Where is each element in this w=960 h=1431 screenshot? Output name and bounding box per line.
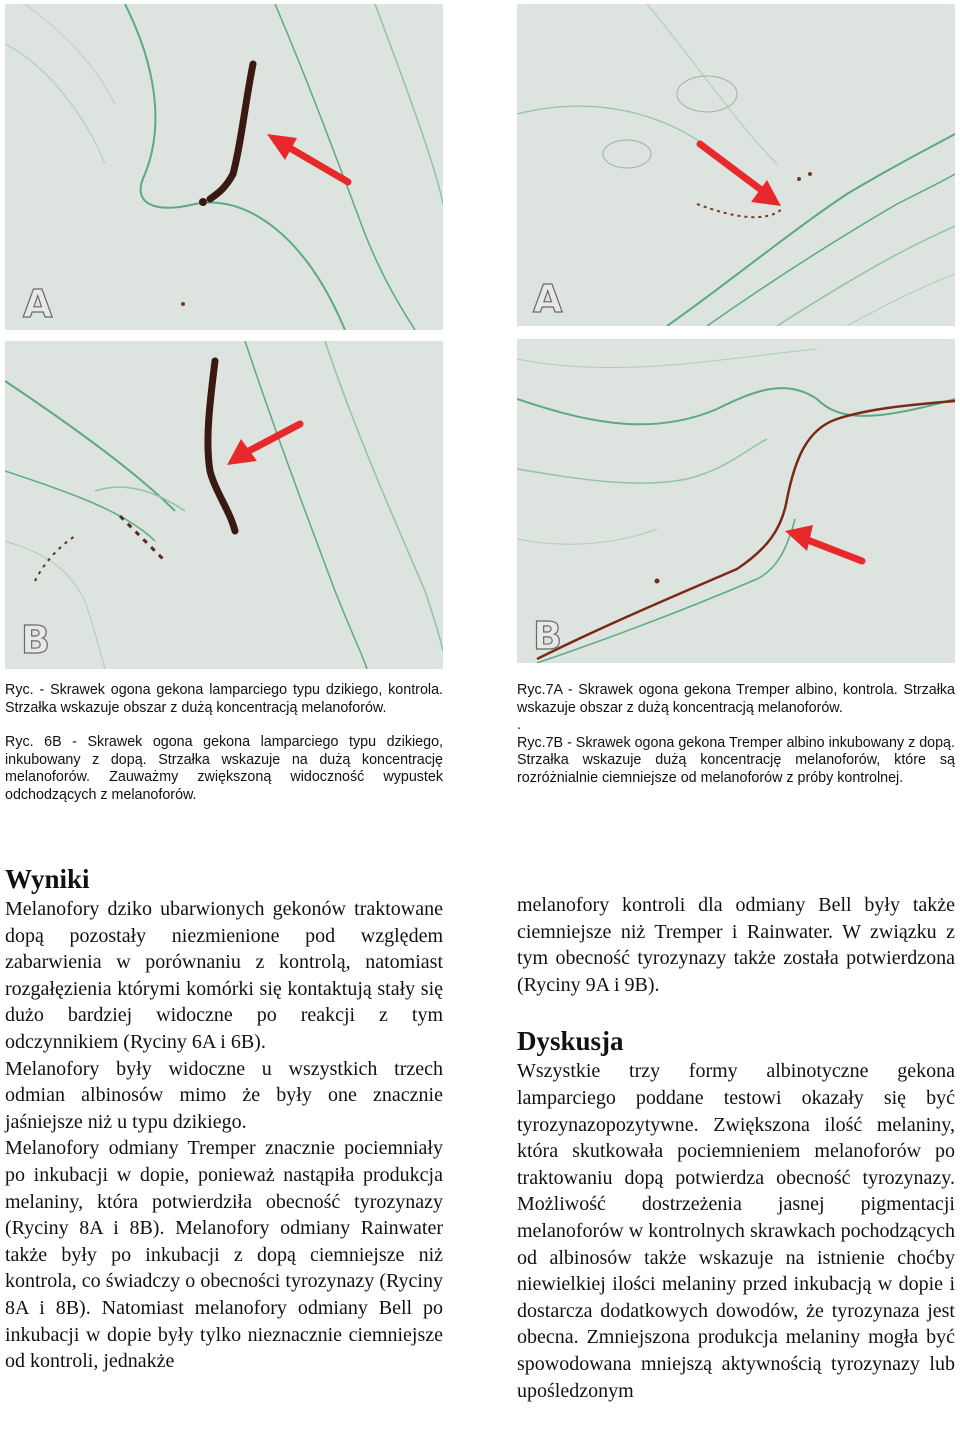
caption-7a: Ryc.7A - Skrawek ogona gekona Tremper albino, kontrola. Strzałka wskazuje obszar z dużą koncentracją melanoforów. (517, 682, 955, 716)
figure-7b-letter: B (533, 614, 562, 658)
right-text-column (517, 892, 955, 1404)
figure-6b-image (5, 341, 443, 669)
figure-7b-image (517, 339, 955, 663)
results-paragraph-1: Melanofory dziko ubarwionych gekonów traktowane dopą pozostały niezmienione pod względem zabarwienia w porównaniu z kontrolą, natomiast rozgałęzienia którymi komórki się kontaktują stały się dużo bardziej widoczne po reakcji z tym odczynnikiem (Ryciny 6A i 6B). (5, 898, 443, 1053)
figure-6a-letter: A (23, 282, 53, 326)
caption-6b: Ryc. 6B - Skrawek ogona gekona lamparciego typu dzikiego, inkubowany z dopą. Strzałka wskazuje na dużą koncentrację melanoforów. Zauważmy zwiększoną widoczność wypustek odchodzących z melanoforów. (5, 734, 443, 803)
figure-6a-image (5, 4, 443, 330)
results-paragraph-2: Melanofory były widoczne u wszystkich trzech odmian albinosów mimo że były one znacznie jaśniejsze niż u typu dzikiego. (5, 1057, 443, 1133)
results-paragraph-3: Melanofory odmiany Tremper znacznie pociemniały po inkubacji w dopie, ponieważ nastąpiła produkcja melaniny, która potwierdziła obecność tyrozynazy (Ryciny 8A i 8B). Melanofory odmiany Rainwater także były po inkubacji z dopą ciemniejsze niż kontrola, co świadczy o obecności tyrozynazy (Ryciny 8A i 8B). Natomiast melanofory odmiany Bell po inkubacji w dopie były tylko nieznacznie ciemniejsze od kontroli, jednakże (5, 1137, 443, 1373)
figure-7a-image (517, 4, 955, 326)
discussion-heading: Dyskusja (517, 1026, 624, 1057)
caption-6a: Ryc. - Skrawek ogona gekona lamparciego typu dzikiego, kontrola. Strzałka wskazuje obszar z dużą koncentracją melanoforów. (5, 682, 443, 716)
results-section (5, 864, 443, 1375)
figure-7a-letter: A (533, 277, 563, 321)
caption-separator: . (517, 717, 521, 733)
caption-7b: Ryc.7B - Skrawek ogona gekona Tremper albino inkubowany z dopą. Strzałka wskazuje dużą koncentrację melanoforów, które są rozróżnialnie ciemniejsze od melanoforów z próby kontrolnej. (517, 734, 955, 786)
results-continuation: melanofory kontroli dla odmiany Bell były także ciemniejsze niż Tremper i Rainwater. W związku z tym obecność tyrozynazy także została potwierdzona (Ryciny 9A i 9B). (517, 894, 955, 996)
figure-6b-letter: B (21, 618, 50, 662)
figure-6-captions (5, 682, 443, 804)
discussion-paragraph: Wszystkie trzy formy albinotyczne gekona lamparciego poddane testowi okazały się być tyrozynazopozytywne. Zwiększona ilość melaniny, która skutkowała pociemnieniem melanoforów po traktowaniu dopą potwierdza obecność tyrozynazy. Możliwość dostrzeżenia jasnej pigmentacji melanoforów w kontrolnych skrawkach pochodzących od albinosów także wskazuje na istnienie choćby niewielkiej ilości melaniny przed inkubacją w dopie i dostarcza dodatkowych dowodów, że tyrozynaza jest obecna. Zmniejszona produkcja melaniny mogła być spowodowana mniejszą aktywnością tyrozynazy lub upośledzonym (517, 1060, 955, 1402)
figure-7-captions (517, 682, 955, 787)
results-heading: Wyniki (5, 864, 90, 894)
